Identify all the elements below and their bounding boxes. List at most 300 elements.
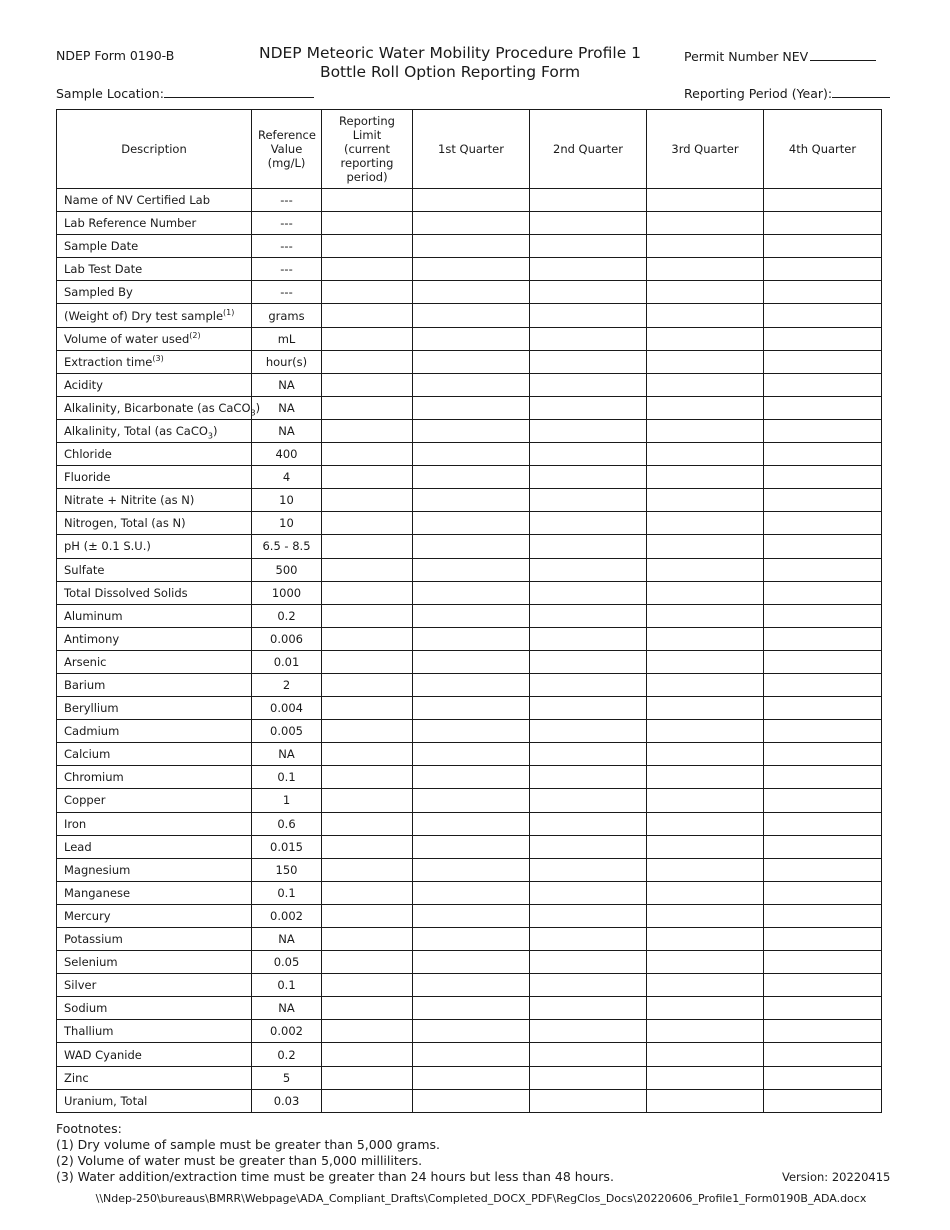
q2-cell[interactable] [530, 281, 647, 304]
q4-cell[interactable] [764, 327, 882, 350]
row-description [57, 697, 252, 720]
q3-cell[interactable] [647, 904, 764, 927]
reporting-limit-cell[interactable] [322, 673, 413, 696]
q4-cell[interactable] [764, 673, 882, 696]
q3-cell[interactable] [647, 881, 764, 904]
reporting-limit-cell[interactable] [322, 627, 413, 650]
row-description [57, 951, 252, 974]
reporting-limit-cell[interactable] [322, 997, 413, 1020]
q4-cell[interactable] [764, 1043, 882, 1066]
reporting-limit-cell[interactable] [322, 189, 413, 212]
q4-cell[interactable] [764, 258, 882, 281]
q1-cell[interactable] [413, 743, 530, 766]
q4-cell[interactable] [764, 212, 882, 235]
row-description-text: Nitrogen, Total (as N) [64, 516, 186, 531]
q1-cell[interactable] [413, 1020, 530, 1043]
q3-cell[interactable] [647, 835, 764, 858]
row-description-text: Alkalinity, Total (as CaCO [64, 423, 208, 438]
q4-cell[interactable] [764, 835, 882, 858]
q4-cell[interactable] [764, 419, 882, 442]
q2-cell[interactable] [530, 951, 647, 974]
reporting-limit-cell[interactable] [322, 951, 413, 974]
q1-cell[interactable] [413, 1066, 530, 1089]
row-description-text: Uranium, Total [64, 1093, 148, 1108]
reporting-limit-cell[interactable] [322, 974, 413, 997]
row-description-tail: ) [213, 423, 218, 438]
table-row [57, 904, 882, 927]
q4-cell[interactable] [764, 881, 882, 904]
table-header-row [57, 110, 882, 189]
q2-cell[interactable] [530, 743, 647, 766]
q4-cell[interactable] [764, 858, 882, 881]
q4-cell[interactable] [764, 535, 882, 558]
q3-cell[interactable] [647, 1020, 764, 1043]
q1-cell[interactable] [413, 697, 530, 720]
row-reference-value: 1 [252, 789, 322, 812]
q2-cell[interactable] [530, 766, 647, 789]
q3-cell[interactable] [647, 974, 764, 997]
q4-cell[interactable] [764, 766, 882, 789]
table-row [57, 558, 882, 581]
q1-cell[interactable] [413, 904, 530, 927]
q2-cell[interactable] [530, 466, 647, 489]
q1-cell[interactable] [413, 650, 530, 673]
row-description [57, 189, 252, 212]
row-description-text: Arsenic [64, 654, 107, 669]
table-row [57, 581, 882, 604]
q1-cell[interactable] [413, 604, 530, 627]
table-row [57, 189, 882, 212]
q4-cell[interactable] [764, 812, 882, 835]
q1-cell[interactable] [413, 396, 530, 419]
row-description-text: Acidity [64, 377, 103, 392]
q2-cell[interactable] [530, 350, 647, 373]
q4-cell[interactable] [764, 489, 882, 512]
reporting-limit-cell[interactable] [322, 720, 413, 743]
q3-cell[interactable] [647, 373, 764, 396]
reporting-limit-cell[interactable] [322, 766, 413, 789]
q4-cell[interactable] [764, 466, 882, 489]
q2-cell[interactable] [530, 1089, 647, 1112]
reporting-limit-cell[interactable] [322, 258, 413, 281]
q3-cell[interactable] [647, 396, 764, 419]
table-row [57, 281, 882, 304]
q3-cell[interactable] [647, 281, 764, 304]
row-description [57, 581, 252, 604]
reporting-limit-cell[interactable] [322, 1043, 413, 1066]
q2-cell[interactable] [530, 327, 647, 350]
reporting-limit-cell[interactable] [322, 212, 413, 235]
table-row [57, 835, 882, 858]
row-reference-value: NA [252, 743, 322, 766]
q4-cell[interactable] [764, 789, 882, 812]
row-description-text: Sulfate [64, 562, 105, 577]
q2-cell[interactable] [530, 1066, 647, 1089]
row-reference-value: --- [252, 281, 322, 304]
q2-cell[interactable] [530, 928, 647, 951]
q1-cell[interactable] [413, 443, 530, 466]
q1-cell[interactable] [413, 235, 530, 258]
footnote-marker: (3) [152, 353, 164, 363]
q1-cell[interactable] [413, 489, 530, 512]
q4-cell[interactable] [764, 1066, 882, 1089]
q3-cell[interactable] [647, 697, 764, 720]
row-description [57, 604, 252, 627]
q2-cell[interactable] [530, 697, 647, 720]
row-reference-value: 4 [252, 466, 322, 489]
q4-cell[interactable] [764, 974, 882, 997]
reporting-limit-cell[interactable] [322, 489, 413, 512]
q3-cell[interactable] [647, 720, 764, 743]
q3-cell[interactable] [647, 1066, 764, 1089]
q1-cell[interactable] [413, 212, 530, 235]
q1-cell[interactable] [413, 881, 530, 904]
q4-cell[interactable] [764, 1089, 882, 1112]
reporting-limit-cell[interactable] [322, 304, 413, 327]
q2-cell[interactable] [530, 258, 647, 281]
q3-cell[interactable] [647, 997, 764, 1020]
permit-number-label: Permit Number NEV [684, 49, 809, 64]
row-description [57, 396, 261, 419]
row-description [57, 835, 252, 858]
q4-cell[interactable] [764, 697, 882, 720]
row-description-text: Manganese [64, 885, 131, 900]
q4-cell[interactable] [764, 581, 882, 604]
q4-cell[interactable] [764, 443, 882, 466]
q3-cell[interactable] [647, 743, 764, 766]
q1-cell[interactable] [413, 673, 530, 696]
q2-cell[interactable] [530, 189, 647, 212]
q4-cell[interactable] [764, 743, 882, 766]
q4-cell[interactable] [764, 1020, 882, 1043]
q3-cell[interactable] [647, 604, 764, 627]
table-row [57, 512, 882, 535]
reporting-limit-cell[interactable] [322, 235, 413, 258]
reporting-limit-cell[interactable] [322, 396, 413, 419]
q3-cell[interactable] [647, 189, 764, 212]
reporting-limit-cell[interactable] [322, 858, 413, 881]
table-row [57, 743, 882, 766]
reporting-limit-cell[interactable] [322, 350, 413, 373]
form-title [240, 44, 660, 82]
q1-cell[interactable] [413, 928, 530, 951]
q4-cell[interactable] [764, 904, 882, 927]
q1-cell[interactable] [413, 974, 530, 997]
q2-cell[interactable] [530, 789, 647, 812]
q3-cell[interactable] [647, 789, 764, 812]
q1-cell[interactable] [413, 766, 530, 789]
q1-cell[interactable] [413, 720, 530, 743]
q3-cell[interactable] [647, 558, 764, 581]
q2-cell[interactable] [530, 604, 647, 627]
row-reference-value: hour(s) [252, 350, 322, 373]
q2-cell[interactable] [530, 974, 647, 997]
q4-cell[interactable] [764, 304, 882, 327]
q4-cell[interactable] [764, 512, 882, 535]
q2-cell[interactable] [530, 1020, 647, 1043]
permit-number-field [684, 48, 876, 64]
q3-cell[interactable] [647, 673, 764, 696]
row-description-text: Zinc [64, 1070, 89, 1085]
q2-cell[interactable] [530, 489, 647, 512]
q1-cell[interactable] [413, 281, 530, 304]
q4-cell[interactable] [764, 396, 882, 419]
reporting-limit-cell[interactable] [322, 558, 413, 581]
q1-cell[interactable] [413, 1043, 530, 1066]
form-title-line2: Bottle Roll Option Reporting Form [319, 63, 581, 81]
reporting-limit-cell[interactable] [322, 650, 413, 673]
row-reference-value: 0.2 [252, 604, 322, 627]
reporting-limit-cell[interactable] [322, 466, 413, 489]
q3-cell[interactable] [647, 443, 764, 466]
table-row [57, 1089, 882, 1112]
q2-cell[interactable] [530, 881, 647, 904]
row-reference-value: 0.6 [252, 812, 322, 835]
q3-cell[interactable] [647, 419, 764, 442]
row-description-text: Aluminum [64, 608, 123, 623]
row-description [57, 997, 252, 1020]
reporting-limit-cell[interactable] [322, 281, 413, 304]
reporting-limit-cell[interactable] [322, 535, 413, 558]
reporting-limit-cell[interactable] [322, 812, 413, 835]
q3-cell[interactable] [647, 512, 764, 535]
row-description [57, 766, 252, 789]
q3-cell[interactable] [647, 212, 764, 235]
q3-cell[interactable] [647, 350, 764, 373]
q2-cell[interactable] [530, 904, 647, 927]
reporting-limit-cell[interactable] [322, 373, 413, 396]
row-description-text: pH (± 0.1 S.U.) [64, 539, 151, 554]
q3-cell[interactable] [647, 489, 764, 512]
reporting-limit-cell[interactable] [322, 789, 413, 812]
q3-cell[interactable] [647, 535, 764, 558]
q4-cell[interactable] [764, 558, 882, 581]
row-description-text: Chromium [64, 770, 124, 785]
table-row [57, 881, 882, 904]
row-description-text: Iron [64, 816, 87, 831]
row-reference-value: 1000 [252, 581, 322, 604]
reporting-limit-cell[interactable] [322, 904, 413, 927]
q3-cell[interactable] [647, 304, 764, 327]
row-description-text: Lab Reference Number [64, 216, 197, 231]
header-q3: 3rd Quarter [647, 110, 764, 189]
q1-cell[interactable] [413, 419, 530, 442]
q2-cell[interactable] [530, 650, 647, 673]
reporting-limit-cell[interactable] [322, 327, 413, 350]
table-row [57, 373, 882, 396]
q2-cell[interactable] [530, 812, 647, 835]
q1-cell[interactable] [413, 812, 530, 835]
q2-cell[interactable] [530, 512, 647, 535]
table-row [57, 235, 882, 258]
q4-cell[interactable] [764, 373, 882, 396]
row-reference-value: 0.2 [252, 1043, 322, 1066]
q2-cell[interactable] [530, 535, 647, 558]
footnotes-title: Footnotes: [56, 1121, 122, 1136]
q4-cell[interactable] [764, 650, 882, 673]
row-description-text: Antimony [64, 631, 120, 646]
q1-cell[interactable] [413, 858, 530, 881]
q2-cell[interactable] [530, 627, 647, 650]
q2-cell[interactable] [530, 835, 647, 858]
q3-cell[interactable] [647, 928, 764, 951]
reporting-limit-cell[interactable] [322, 1066, 413, 1089]
file-path: \\Ndep-250\bureaus\BMRR\Webpage\ADA_Compliant_Drafts\Completed_DOCX_PDF\RegClos_Docs\20220606_Profile1_Form0190B_ADA.docx [95, 1192, 867, 1205]
row-reference-value: NA [252, 928, 322, 951]
q1-cell[interactable] [413, 373, 530, 396]
q4-cell[interactable] [764, 235, 882, 258]
reporting-limit-cell[interactable] [322, 743, 413, 766]
reporting-limit-cell[interactable] [322, 697, 413, 720]
q1-cell[interactable] [413, 304, 530, 327]
q3-cell[interactable] [647, 627, 764, 650]
row-description-text: Nitrate + Nitrite (as N) [64, 493, 195, 508]
table-row [57, 535, 882, 558]
q4-cell[interactable] [764, 627, 882, 650]
row-reference-value: 0.1 [252, 881, 322, 904]
row-description [57, 535, 252, 558]
reporting-limit-cell[interactable] [322, 928, 413, 951]
q2-cell[interactable] [530, 396, 647, 419]
row-reference-value: NA [252, 419, 322, 442]
q3-cell[interactable] [647, 235, 764, 258]
row-description [57, 235, 252, 258]
q1-cell[interactable] [413, 835, 530, 858]
permit-number-blank[interactable] [810, 48, 876, 61]
q4-cell[interactable] [764, 604, 882, 627]
reporting-limit-cell[interactable] [322, 881, 413, 904]
row-description-text: Alkalinity, Bicarbonate (as CaCO [64, 400, 251, 415]
table-row [57, 858, 882, 881]
reporting-limit-cell[interactable] [322, 835, 413, 858]
q2-cell[interactable] [530, 581, 647, 604]
q2-cell[interactable] [530, 558, 647, 581]
row-reference-value: 2 [252, 673, 322, 696]
q2-cell[interactable] [530, 304, 647, 327]
q1-cell[interactable] [413, 789, 530, 812]
row-reference-value: 0.004 [252, 697, 322, 720]
q3-cell[interactable] [647, 581, 764, 604]
row-reference-value: NA [252, 396, 322, 419]
q2-cell[interactable] [530, 373, 647, 396]
q3-cell[interactable] [647, 1043, 764, 1066]
q3-cell[interactable] [647, 1089, 764, 1112]
row-reference-value: 0.002 [252, 904, 322, 927]
reporting-limit-cell[interactable] [322, 419, 413, 442]
row-reference-value: 400 [252, 443, 322, 466]
q3-cell[interactable] [647, 812, 764, 835]
reporting-period-label: Reporting Period (Year): [684, 86, 833, 101]
table-row [57, 627, 882, 650]
sample-location-blank[interactable] [164, 85, 314, 98]
q4-cell[interactable] [764, 189, 882, 212]
q4-cell[interactable] [764, 928, 882, 951]
q3-cell[interactable] [647, 650, 764, 673]
q3-cell[interactable] [647, 858, 764, 881]
q4-cell[interactable] [764, 720, 882, 743]
row-description-text: Barium [64, 678, 106, 693]
table-row [57, 1043, 882, 1066]
reporting-period-blank[interactable] [832, 85, 890, 98]
q2-cell[interactable] [530, 997, 647, 1020]
q2-cell[interactable] [530, 443, 647, 466]
row-description [57, 304, 252, 327]
reporting-limit-cell[interactable] [322, 1089, 413, 1112]
q4-cell[interactable] [764, 350, 882, 373]
subscript: 3 [250, 408, 256, 418]
header-reporting-limit: Reporting Limit (current reporting period) [322, 110, 413, 189]
row-reference-value: 0.1 [252, 766, 322, 789]
q4-cell[interactable] [764, 951, 882, 974]
reporting-limit-cell[interactable] [322, 443, 413, 466]
q1-cell[interactable] [413, 258, 530, 281]
q2-cell[interactable] [530, 1043, 647, 1066]
results-table [56, 109, 882, 1113]
q1-cell[interactable] [413, 581, 530, 604]
q1-cell[interactable] [413, 627, 530, 650]
q4-cell[interactable] [764, 281, 882, 304]
table-row [57, 396, 882, 419]
row-reference-value: 5 [252, 1066, 322, 1089]
q1-cell[interactable] [413, 512, 530, 535]
q3-cell[interactable] [647, 258, 764, 281]
q1-cell[interactable] [413, 1089, 530, 1112]
row-reference-value: 10 [252, 489, 322, 512]
q1-cell[interactable] [413, 327, 530, 350]
table-row [57, 327, 882, 350]
q1-cell[interactable] [413, 997, 530, 1020]
q3-cell[interactable] [647, 327, 764, 350]
row-description-text: Selenium [64, 955, 118, 970]
reporting-limit-cell[interactable] [322, 1020, 413, 1043]
table-row [57, 650, 882, 673]
reporting-limit-cell[interactable] [322, 581, 413, 604]
q1-cell[interactable] [413, 535, 530, 558]
row-reference-value: 0.002 [252, 1020, 322, 1043]
row-description [57, 489, 252, 512]
reporting-limit-cell[interactable] [322, 604, 413, 627]
q2-cell[interactable] [530, 235, 647, 258]
q1-cell[interactable] [413, 951, 530, 974]
q3-cell[interactable] [647, 951, 764, 974]
q3-cell[interactable] [647, 466, 764, 489]
row-description-text: Name of NV Certified Lab [64, 193, 211, 208]
row-description [57, 673, 252, 696]
table-row [57, 812, 882, 835]
q3-cell[interactable] [647, 766, 764, 789]
form-id: NDEP Form 0190-B [56, 48, 175, 63]
q1-cell[interactable] [413, 350, 530, 373]
q2-cell[interactable] [530, 858, 647, 881]
row-description [57, 512, 252, 535]
row-reference-value: 0.1 [252, 974, 322, 997]
reporting-limit-cell[interactable] [322, 512, 413, 535]
q1-cell[interactable] [413, 466, 530, 489]
row-reference-value: mL [252, 327, 322, 350]
q2-cell[interactable] [530, 720, 647, 743]
q4-cell[interactable] [764, 997, 882, 1020]
q2-cell[interactable] [530, 673, 647, 696]
q1-cell[interactable] [413, 558, 530, 581]
row-description-text: Silver [64, 978, 97, 993]
q2-cell[interactable] [530, 212, 647, 235]
row-reference-value: --- [252, 212, 322, 235]
row-reference-value: 10 [252, 512, 322, 535]
q2-cell[interactable] [530, 419, 647, 442]
row-reference-value: NA [252, 997, 322, 1020]
row-reference-value: 500 [252, 558, 322, 581]
q1-cell[interactable] [413, 189, 530, 212]
